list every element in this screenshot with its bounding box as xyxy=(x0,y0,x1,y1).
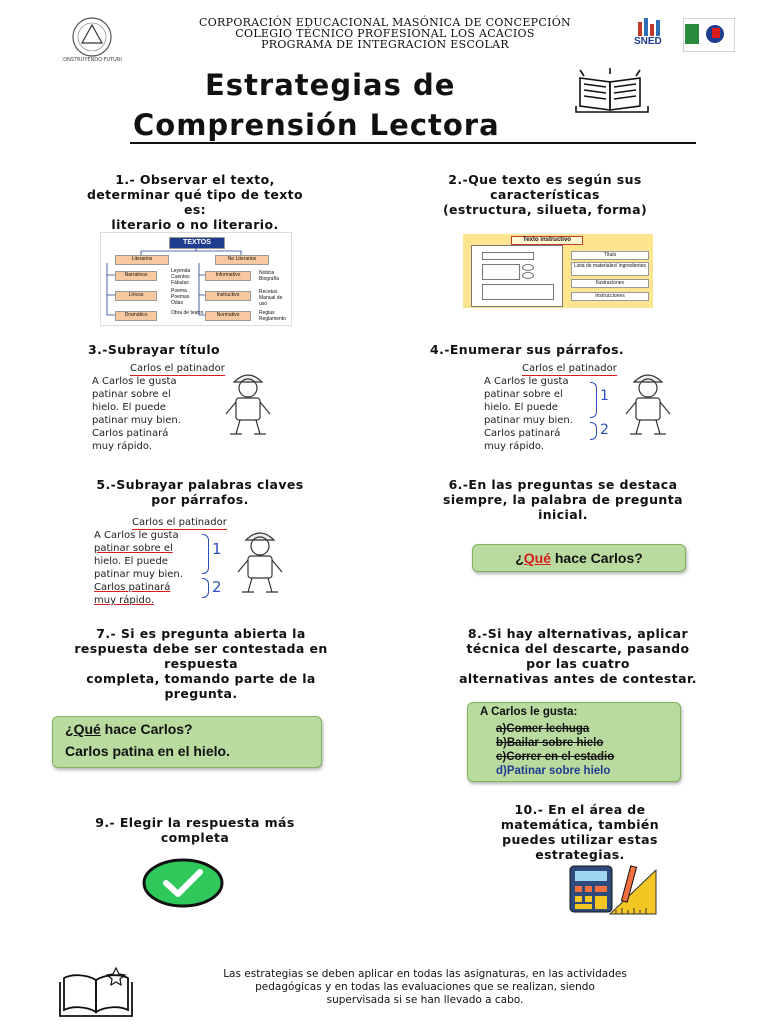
instructive-text-diagram xyxy=(463,234,653,308)
boy-illustration-icon xyxy=(230,526,290,602)
diagram-left-head: Literarios xyxy=(115,255,169,265)
open-book-icon xyxy=(58,966,134,1018)
question-example-6: ¿Qué hace Carlos? xyxy=(472,544,686,572)
footer-note: Las estrategias se deben aplicar en todas las asignaturas, en las actividades pedagógicas y en todas las evaluaciones que se realizan, siendo supervisada si se han llevado a cabo. xyxy=(223,968,627,1006)
check-icon xyxy=(142,858,224,908)
diagram-connectors xyxy=(101,233,291,325)
question-word: Qué xyxy=(523,550,551,566)
paragraph-bracket xyxy=(202,578,209,598)
alternative-option: a)Comer lechuga xyxy=(496,723,590,735)
alternative-option: b)Bailar sobre hielo xyxy=(496,737,604,749)
instructive-page xyxy=(471,245,563,307)
step-7-title: 7.- Si es pregunta abierta la respuesta debe ser contestada en respuesta completa, tomando parte de la pregunta. xyxy=(74,626,328,701)
diagram-right-item: Informativo xyxy=(205,271,251,281)
boy-illustration-icon xyxy=(618,368,678,444)
paragraph-number: 2 xyxy=(600,422,609,438)
step-10-title: 10.- En el área de matemática, también puedes utilizar estas estrategias. xyxy=(500,802,660,862)
story-card-5 xyxy=(90,516,295,606)
school-seal-icon xyxy=(62,15,122,63)
step-9-title: 9.- Elegir la respuesta más completa xyxy=(95,815,295,845)
step-1-title: 1.- Observar el texto, determinar qué tipo de texto es: literario o no literario. xyxy=(86,172,304,232)
instructive-label: Ilustraciones xyxy=(571,279,649,288)
paragraph-bracket xyxy=(590,422,597,440)
alternatives-example-8 xyxy=(467,702,681,782)
paragraph-bracket xyxy=(202,534,209,574)
diagram-sub: Reglas Reglamento xyxy=(259,310,286,322)
alternatives-stem: A Carlos le gusta: xyxy=(480,706,578,718)
reading-book-icon xyxy=(570,66,655,114)
paragraph-number: 1 xyxy=(212,540,222,558)
paragraph-bracket xyxy=(590,382,597,418)
story-text: A Carlos le gusta patinar sobre el hielo. El puede patinar muy bien. Carlos patinará muy rápido. xyxy=(484,376,573,452)
diagram-sub: Leyenda Cuentos Fábulas xyxy=(171,268,191,286)
sned-logo xyxy=(632,16,678,50)
alternative-option-correct: d)Patinar sobre hielo xyxy=(496,765,611,777)
title-line-1: Estrategias de xyxy=(205,68,456,102)
story-title: Carlos el patinador xyxy=(522,363,617,374)
step-2-title: 2.-Que texto es según sus características (estructura, silueta, forma) xyxy=(442,172,648,217)
calculator-ruler-icon xyxy=(568,864,658,916)
diagram-right-item: Instructivo xyxy=(205,291,251,301)
story-title: Carlos el patinador xyxy=(132,517,227,528)
story-text: A Carlos le gusta patinar sobre el hielo. El puede patinar muy bien. Carlos patinará muy rápido. xyxy=(92,376,181,452)
paragraph-number: 2 xyxy=(212,578,222,596)
alternative-option: c)Correr en el estadio xyxy=(496,751,615,763)
step-6-title: 6.-En las preguntas se destaca siempre, la palabra de pregunta inicial. xyxy=(443,477,683,522)
instructive-label: Instrucciones xyxy=(571,292,649,301)
instructive-head: Texto instructivo xyxy=(511,236,583,245)
svg-text:CONSTRUYENDO FUTURO: CONSTRUYENDO FUTURO xyxy=(62,57,122,63)
instructive-label: Título xyxy=(571,251,649,260)
step-4-title: 4.-Enumerar sus párrafos. xyxy=(430,342,625,357)
diagram-left-item: Narrativos xyxy=(115,271,157,281)
story-text: A Carlos le gusta patinar sobre el hielo. El puede patinar muy bien. Carlos patinará muy rápido. xyxy=(94,530,183,606)
header-line-3: PROGRAMA DE INTEGRACIÓN ESCOLAR xyxy=(261,38,509,51)
title-line-2: Comprensión Lectora xyxy=(133,108,500,142)
boy-illustration-icon xyxy=(218,368,278,444)
diagram-root: TEXTOS xyxy=(169,237,225,249)
story-card-3 xyxy=(88,362,288,452)
story-card-4 xyxy=(480,362,680,452)
diagram-sub: Obra de teatro xyxy=(171,310,204,316)
paragraph-number: 1 xyxy=(600,388,609,404)
step-3-title: 3.-Subrayar título xyxy=(88,342,221,357)
header-line-2: COLEGIO TÉCNICO PROFESIONAL LOS ACACIOS xyxy=(235,27,535,40)
diagram-sub: Recetas Manual de uso xyxy=(259,289,283,307)
header-line-1: CORPORACIÓN EDUCACIONAL MASÓNICA DE CONCEPCIÓN xyxy=(199,16,571,29)
story-title: Carlos el patinador xyxy=(130,363,225,374)
text-types-diagram xyxy=(100,232,292,326)
diagram-right-item: Normativo xyxy=(205,311,251,321)
sned-label: SNED xyxy=(634,36,662,47)
diagram-sub: Noticia Biografía xyxy=(259,270,280,282)
answer-text: Carlos patina en el hielo. xyxy=(65,743,230,759)
instructive-label: Lista de materiales/ ingredientes xyxy=(571,262,649,276)
answer-example-7: ¿Qué hace Carlos? Carlos patina en el hielo. xyxy=(52,716,322,768)
school-logo xyxy=(683,18,735,52)
diagram-right-head: No Literarios xyxy=(215,255,269,265)
title-underline xyxy=(130,142,696,144)
diagram-sub: Poema Poemas Odas xyxy=(171,288,190,306)
step-8-title: 8.-Si hay alternativas, aplicar técnica del descarte, pasando por las cuatro alternativas antes de contestar. xyxy=(459,626,697,686)
diagram-left-item: Dramático xyxy=(115,311,157,321)
step-5-title: 5.-Subrayar palabras claves por párrafos. xyxy=(96,477,304,507)
diagram-left-item: Líricos xyxy=(115,291,157,301)
